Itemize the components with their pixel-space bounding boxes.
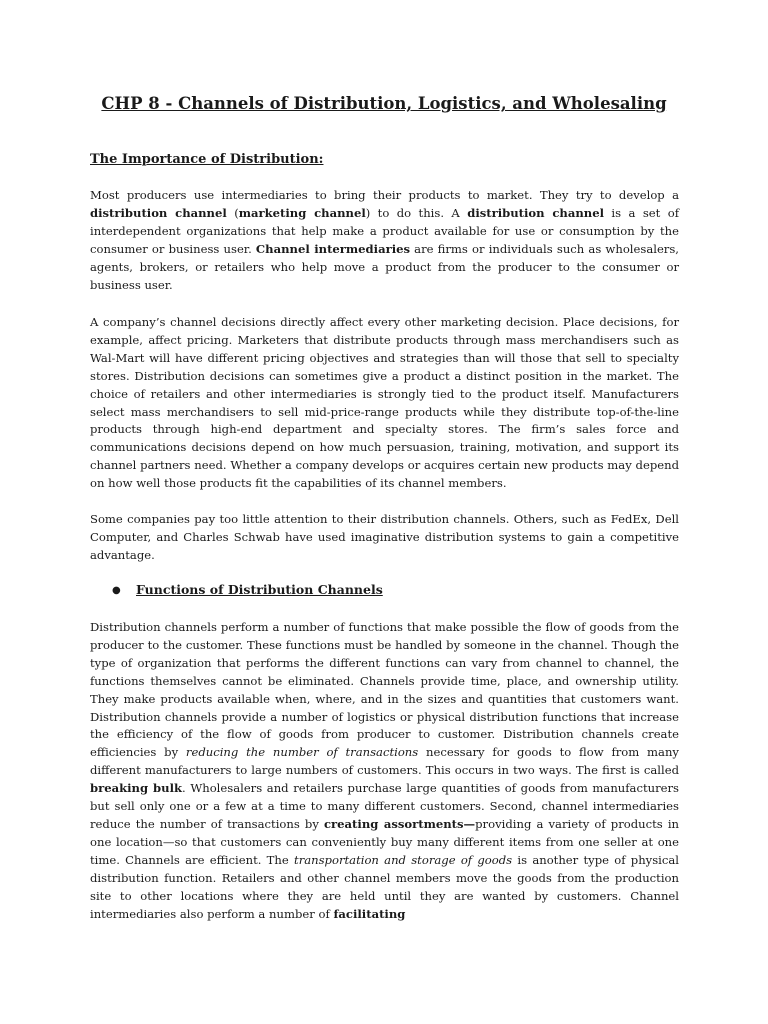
term-channel-intermediaries: Channel intermediaries	[255, 241, 410, 256]
bullet-icon: ●	[112, 585, 121, 596]
term-creating-assortments: creating assortments—	[324, 816, 476, 831]
text-run: is a set of interdependent organizations that help make a product available for use or consumption by the consumer or business user.	[90, 205, 679, 256]
italic-phrase: reducing the number of transactions	[185, 745, 419, 760]
text-run: providing a variety of products in one location—so that customers can conveniently buy many different items from one seller at one time. Channels are efficient. The	[90, 816, 679, 867]
text-run: Distribution channels perform a number of functions that make possible the flow of goods from the producer to the customer. These functions must be handled by someone in the channel. Though the type of organization that performs the different functions can vary from channel to channel, the functions themselves cannot be eliminated. Channels provide time, place, and ownership utility. They make products available when, where, and in the sizes and quantities that customers want. Distribution channels provide a number of logistics or physical distribution functions that increase the efficiency of the flow of goods from producer to customer. Distribution channels create efficiencies by	[90, 620, 679, 760]
paragraph-functions	[90, 619, 679, 923]
italic-phrase: transportation and storage of goods	[294, 852, 513, 867]
text-run: is another type of physical distribution function. Retailers and other channel members move the goods from the production site to other locations where they are held until they are wanted by customers. Channel intermediaries also perform a number of	[90, 852, 679, 921]
text-run: are firms or individuals such as wholesalers, agents, brokers, or retailers who help move a product from the producer to the consumer or business user.	[90, 241, 679, 292]
text-run: necessary for goods to flow from many different manufacturers to large numbers of customers. This occurs in two ways. The first is called	[90, 745, 679, 778]
paragraph-attention: Some companies pay too little attention to their distribution channels. Others, such as FedEx, Dell Computer, and Charles Schwab have used imaginative distribution systems to gain a competitive advantage.	[90, 512, 679, 562]
page-title: CHP 8 - Channels of Distribution, Logistics, and Wholesaling	[101, 94, 667, 113]
text-run: (	[226, 205, 239, 220]
bullet-item	[112, 582, 383, 597]
text-run: Most producers use intermediaries to bring their products to market. They try to develop a	[90, 188, 679, 202]
subheading-functions: Functions of Distribution Channels	[136, 582, 383, 597]
term-marketing-channel: marketing channel	[238, 205, 366, 220]
term-breaking-bulk: breaking bulk	[90, 781, 183, 796]
section-heading: The Importance of Distribution:	[90, 152, 324, 167]
term-facilitating: facilitating	[333, 906, 406, 921]
text-run: ) to do this. A	[365, 205, 468, 220]
term-distribution-channel: distribution channel	[467, 205, 605, 220]
paragraph-channel-decisions: A company’s channel decisions directly affect every other marketing decision. Place decisions, for example, affect pricing. Marketers that distribute products through mass merchandisers such as Wal-Mart will have different pricing objectives and strategies than will those that sell to specialty stores. Distribution decisions can sometimes give a product a distinct position in the market. The choice of retailers and other intermediaries is strongly tied to the product itself. Manufacturers select mass merchandisers to sell mid-price-range products while they distribute top-of-the-line products through high-end department and specialty stores. The firm’s sales force and communications decisions depend on how much persuasion, training, motivation, and support its channel partners need. Whether a company develops or acquires certain new products may depend on how well those products fit the capabilities of its channel members.	[90, 315, 679, 491]
text-run: . Wholesalers and retailers purchase large quantities of goods from manufacturers but sell only one or a few at a time to many different customers. Second, channel intermediaries reduce the number of transactions by	[90, 781, 679, 831]
term-distribution-channel: distribution channel	[90, 205, 227, 220]
paragraph-intro	[90, 187, 679, 294]
